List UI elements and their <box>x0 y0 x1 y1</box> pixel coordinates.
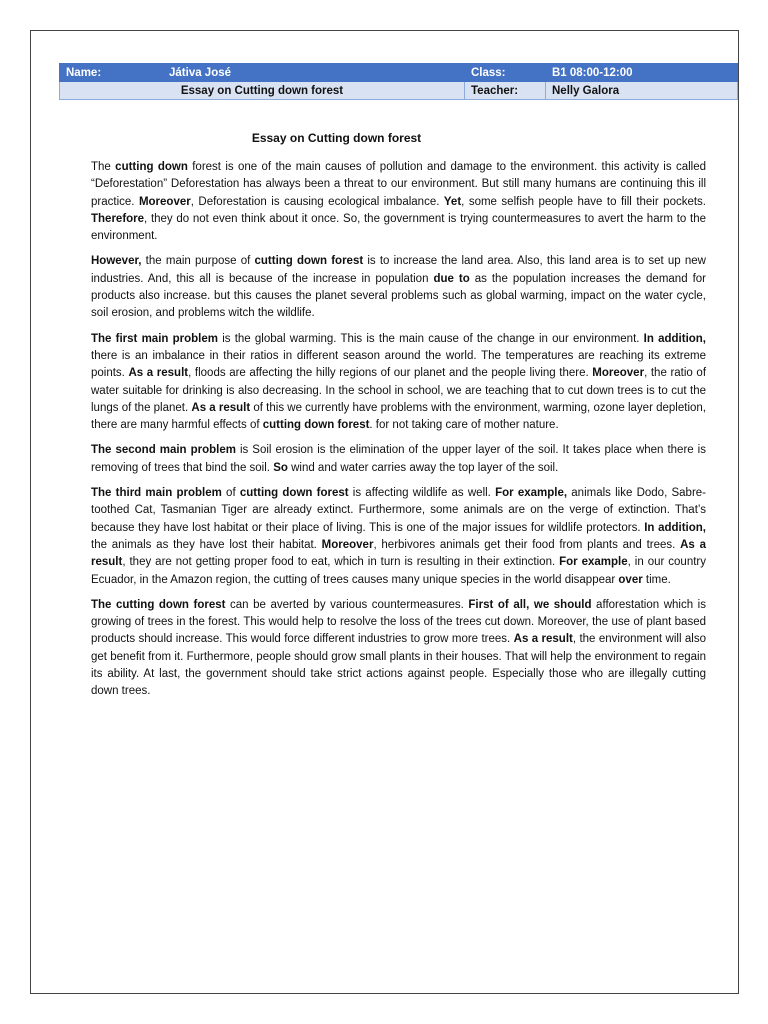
text-run: is Soil erosion is the elimination of the upper layer of the soil. It takes place when there is removing of trees that bind the soil. <box>91 444 706 474</box>
essay-body <box>91 159 706 709</box>
bold-phrase: However, <box>91 255 142 268</box>
bold-phrase: Yet <box>443 195 462 208</box>
bold-phrase: For example <box>559 556 628 569</box>
text-run: . for not taking care of mother nature. <box>369 419 559 432</box>
bold-phrase: The third main problem <box>91 487 222 500</box>
bold-phrase: over <box>618 573 643 586</box>
essay-paragraph <box>91 442 706 477</box>
bold-phrase: due to <box>433 272 470 285</box>
teacher-value: Nelly Galora <box>546 82 738 100</box>
bold-phrase: The cutting down forest <box>91 598 226 611</box>
text-run: forest is one of the main causes of pollution and damage to the environment. this activity is called “Deforestation” Deforestation has always been a threat to our environment. But still many humans are continuing this ill practice. <box>91 161 706 208</box>
bold-phrase: So <box>273 461 288 474</box>
student-info-table <box>59 63 738 100</box>
bold-phrase: Moreover <box>321 538 374 551</box>
teacher-label: Teacher: <box>465 82 546 100</box>
text-run: is affecting wildlife as well. <box>348 487 496 500</box>
essay-paragraph <box>91 331 706 435</box>
bold-phrase: For example, <box>495 487 568 500</box>
text-run: is the global warming. This is the main cause of the change in our environment. <box>218 332 644 345</box>
bold-phrase: The second main problem <box>91 444 236 457</box>
essay-title: Essay on Cutting down forest <box>251 131 422 145</box>
text-run: , they are not getting proper food to eat, which in turn is resulting in their extinction. <box>122 556 560 569</box>
text-run: can be averted by various countermeasures. <box>225 598 469 611</box>
bold-phrase: The first main problem <box>91 332 218 345</box>
subject-cell: Essay on Cutting down forest <box>60 82 465 100</box>
text-run: , floods are affecting the hilly regions of our planet and the people living there. <box>188 367 593 380</box>
text-run: there is an imbalance in their ratios in different season around the world. The temperatures are reaching its extreme points. <box>91 349 706 380</box>
essay-paragraph <box>91 159 706 245</box>
text-run: animals like Dodo, Sabre-toothed Cat, Tasmanian Tiger are already extinct. Furthermore, some animals are on the verge of extinction. That’s because they have lost habitat or their place of living. This is one of the major issues for wildlife protectors. <box>91 487 706 534</box>
bold-phrase: As a result <box>128 367 189 380</box>
class-label: Class: <box>465 64 546 82</box>
text-run: the main purpose of <box>141 255 255 268</box>
bold-phrase: Therefore <box>91 212 145 225</box>
text-run: afforestation which is growing of trees in the forest. This would help to resolve the loss of the trees cut down. Moreover, the use of plant based products should increase. This would force different industries to grow more trees. <box>91 598 706 646</box>
bold-phrase: In addition, <box>644 521 706 534</box>
header-row-sub <box>60 82 738 100</box>
essay-paragraph <box>91 485 706 589</box>
text-run: The <box>91 161 116 173</box>
bold-phrase: Moreover <box>592 367 645 380</box>
bold-phrase: As a result <box>513 633 573 646</box>
bold-phrase: cutting down forest <box>262 419 370 432</box>
bold-phrase: cutting down forest <box>239 487 349 500</box>
bold-phrase: As a result <box>191 401 251 414</box>
text-run: , herbivores animals get their food from plants and trees. <box>373 538 681 551</box>
text-run: , they do not even think about it once. So, the government is trying countermeasures to avert the harm to the environment. <box>91 212 706 243</box>
text-run: time. <box>642 573 671 586</box>
header-row-top <box>60 64 738 82</box>
bold-phrase: cutting down forest <box>254 255 364 268</box>
essay-paragraph <box>91 597 706 701</box>
text-run: of <box>221 487 240 500</box>
text-run: is to increase the land area. Also, this land area is to set up new industries. And, this all is because of the increase in population <box>91 255 706 285</box>
bold-phrase: cutting down <box>115 161 188 173</box>
text-run: , Deforestation is causing ecological imbalance. <box>190 195 444 208</box>
text-run: , some selfish people have to fill their pockets. <box>461 195 706 208</box>
essay-paragraph <box>91 253 706 322</box>
text-run: , the ratio of water suitable for drinking is also decreasing. In the school in school, we are teaching that to cut down trees is to cut the lungs of the planet. <box>91 367 707 414</box>
name-value: Játiva José <box>163 64 465 82</box>
text-run: wind and water carries away the top layer of the soil. <box>287 461 559 474</box>
bold-phrase: As a result <box>91 538 707 569</box>
bold-phrase: Moreover <box>138 195 191 208</box>
text-run: of this we currently have problems with the environment, warming, ozone layer depletion, there are many harmful effects of <box>91 401 706 432</box>
text-run: as the population increases the demand for products also increase. but this causes the planet several problems such as global warming, impact on the water cycle, soil erosion, and problems witch the wildlife. <box>91 272 706 320</box>
name-label: Name: <box>60 64 163 82</box>
text-run: , in our country Ecuador, in the Amazon region, the cutting of trees causes many unique species in the world disappear <box>91 556 706 586</box>
bold-phrase: In addition, <box>643 332 707 345</box>
text-run: the animals as they have lost their habitat. <box>91 538 322 551</box>
class-value: B1 08:00-12:00 <box>546 64 738 82</box>
text-run: , the environment will also get benefit from it. Furthermore, people should grow small plants in their houses. That will help the environment to regain its ability. At last, the government should take strict actions against people. Especially those who are illegally cutting down trees. <box>91 633 706 698</box>
bold-phrase: First of all, we should <box>468 598 592 611</box>
